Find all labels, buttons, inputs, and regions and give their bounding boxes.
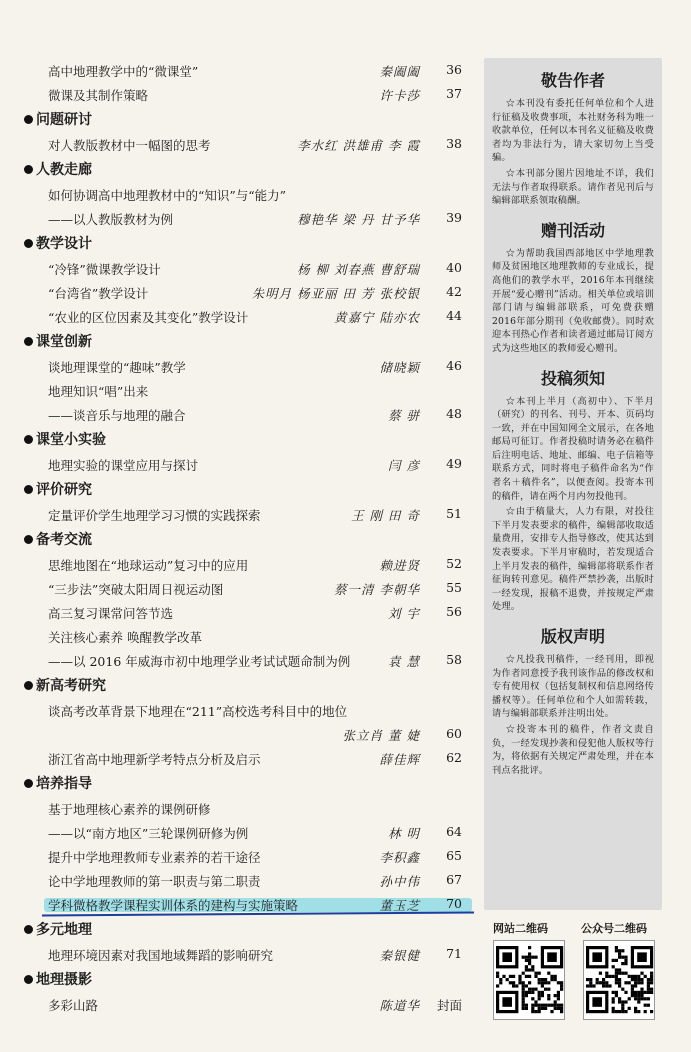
- toc-entry[interactable]: [22, 304, 462, 328]
- entry-authors: 秦银健: [379, 948, 420, 963]
- toc-entry[interactable]: [22, 820, 462, 844]
- website-qr-code[interactable]: [493, 940, 565, 1020]
- entry-title: 定量评价学生地理学习习惯的实践探索: [48, 508, 261, 523]
- toc-entry[interactable]: [22, 132, 462, 156]
- section-title: 多元地理: [36, 922, 92, 938]
- entry-authors: 闫 彦: [388, 458, 420, 473]
- entry-authors: 蔡 骈: [388, 408, 420, 423]
- toc-entry[interactable]: [22, 746, 462, 770]
- website-qr-label: 网站二维码: [493, 922, 548, 935]
- toc-entry[interactable]: [22, 452, 462, 476]
- entry-title: 关注核心素养 唤醒教学改革: [48, 630, 202, 645]
- entry-page-number: 51: [446, 506, 462, 521]
- toc-entry[interactable]: [22, 868, 462, 892]
- toc-entry[interactable]: [22, 844, 462, 868]
- entry-title: “台湾省”教学设计: [48, 286, 149, 301]
- entry-title: 地理知识“唱”出来: [48, 384, 149, 399]
- toc-section: [22, 478, 462, 502]
- toc-section: [22, 428, 462, 452]
- entry-authors: 蔡一清 李朝华: [334, 582, 420, 597]
- sidebar-heading: 投稿须知: [540, 368, 605, 388]
- toc-entry[interactable]: [22, 378, 462, 402]
- toc-entry[interactable]: [22, 722, 462, 746]
- sidebar-paragraph: ☆本刊部分图片因地址不详，我们无法与作者取得联系。请作者见刊后与编辑部联系领取稿酬。: [492, 167, 654, 207]
- bullet-icon: [24, 239, 33, 248]
- entry-title: 学科微格教学课程实训体系的建构与实施策略: [48, 898, 299, 913]
- entry-authors: 秦阖阖: [379, 64, 420, 79]
- toc-section: [22, 158, 462, 182]
- entry-title: 谈地理课堂的“趣味”教学: [48, 360, 186, 375]
- entry-page-number: 65: [446, 848, 462, 863]
- entry-page-number: 70: [446, 896, 462, 911]
- entry-title: “农业的区位因素及其变化”教学设计: [48, 310, 249, 325]
- toc-section: [22, 232, 462, 256]
- toc-entry[interactable]: [22, 552, 462, 576]
- toc-entry[interactable]: [22, 502, 462, 526]
- entry-page-number: 39: [446, 210, 462, 225]
- toc-entry[interactable]: [22, 82, 462, 106]
- entry-authors: 李水红 洪雄甫 李 霞: [297, 138, 420, 153]
- entry-page-number: 56: [446, 604, 462, 619]
- bullet-icon: [24, 337, 33, 346]
- wechat-qr-label: 公众号二维码: [581, 922, 647, 935]
- entry-page-number: 67: [446, 872, 462, 887]
- entry-authors: 孙中伟: [379, 874, 420, 889]
- toc-entry[interactable]: [22, 256, 462, 280]
- entry-page-number: 48: [446, 406, 462, 421]
- bullet-icon: [24, 975, 33, 984]
- section-title: 备考交流: [36, 532, 92, 548]
- qr-code-area: [487, 918, 665, 1030]
- toc-section: [22, 108, 462, 132]
- entry-title: 提升中学地理教师专业素养的若干途径: [48, 850, 261, 865]
- entry-authors: 赖进贤: [379, 558, 420, 573]
- toc-entry[interactable]: [22, 354, 462, 378]
- section-title: 课堂小实验: [36, 432, 106, 448]
- entry-page-number: 60: [446, 726, 462, 741]
- entry-title: 微课及其制作策略: [48, 88, 149, 103]
- entry-title: ——以人教版教材为例: [48, 212, 174, 227]
- bullet-icon: [24, 681, 33, 690]
- entry-title: 基于地理核心素养的课例研修: [48, 802, 211, 817]
- sidebar-notice-block: [484, 218, 662, 356]
- toc-section: [22, 674, 462, 698]
- toc-entry[interactable]: [22, 182, 462, 206]
- entry-title: 思维地图在“地球运动”复习中的应用: [48, 558, 249, 573]
- entry-page-number: 封面: [436, 998, 462, 1013]
- entry-page-number: 71: [446, 946, 462, 961]
- entry-page-number: 55: [446, 580, 462, 595]
- entry-page-number: 40: [446, 260, 462, 275]
- sidebar-paragraph: ☆本刊没有委托任何单位和个人进行征稿及收费事项，本社财务科为唯一收款单位，任何以本刊名义征稿及收费者均为非法行为，请大家切勿上当受骗。: [492, 98, 654, 164]
- toc-entry[interactable]: [22, 992, 462, 1016]
- bullet-icon: [24, 925, 33, 934]
- toc-entry[interactable]: [22, 206, 462, 230]
- section-title: 评价研究: [36, 482, 92, 498]
- sidebar-notice-block: [484, 624, 662, 777]
- entry-authors: 储晓颖: [379, 360, 420, 375]
- entry-authors: 许卡莎: [379, 88, 420, 103]
- entry-page-number: 52: [446, 556, 462, 571]
- sidebar-paragraph: ☆投寄本刊的稿件，作者文责自负，一经发现抄袭和侵犯他人版权等行为，将依据有关规定严肃处理，并在本刊点名批评。: [492, 723, 654, 776]
- toc-section: [22, 968, 462, 992]
- entry-page-number: 44: [446, 308, 462, 323]
- wechat-qr-code[interactable]: [583, 940, 655, 1020]
- entry-title: 多彩山路: [48, 998, 99, 1013]
- entry-authors: 薛佳辉: [379, 752, 420, 767]
- entry-page-number: 49: [446, 456, 462, 471]
- toc-entry[interactable]: [22, 402, 462, 426]
- entry-authors: 张立肖 董 婕: [342, 728, 420, 743]
- sidebar-paragraph: ☆为帮助我国西部地区中学地理教师及贫困地区地理教师的专业成长，提高他们的教学水平，2016年本刊继续开展“爱心赠刊”活动。相关单位或培训部门请与编辑部联系，可免费获赠2016年部分期刊（免收邮费）。同时欢迎本刊热心作者和读者通过邮局订阅方式为这些地区的教师爱心赠刊。: [492, 247, 654, 354]
- toc-list: [22, 58, 462, 1016]
- entry-page-number: 58: [446, 652, 462, 667]
- bullet-icon: [24, 535, 33, 544]
- bullet-icon: [24, 485, 33, 494]
- section-title: 新高考研究: [36, 678, 106, 694]
- toc-section: [22, 528, 462, 552]
- entry-page-number: 46: [446, 358, 462, 373]
- section-title: 教学设计: [36, 236, 92, 252]
- entry-authors: 李积鑫: [379, 850, 420, 865]
- entry-authors: 杨 柳 刘春燕 曹舒瑞: [297, 262, 420, 277]
- entry-page-number: 64: [446, 824, 462, 839]
- toc-entry[interactable]: [22, 942, 462, 966]
- sidebar-notice-block: [484, 366, 662, 615]
- entry-authors: 林 明: [388, 826, 420, 841]
- section-title: 人教走廊: [36, 162, 92, 178]
- entry-title: ——以“南方地区”三轮课例研修为例: [48, 826, 249, 841]
- notice-sidebar: [484, 58, 662, 910]
- entry-authors: 董玉芝: [379, 898, 420, 913]
- entry-title: 浙江省高中地理新学考特点分析及启示: [48, 752, 261, 767]
- entry-title: “冷锋”微课教学设计: [48, 262, 161, 277]
- section-title: 培养指导: [36, 776, 92, 792]
- entry-title: 谈高考改革背景下地理在“211”高校选考科目中的地位: [48, 704, 348, 719]
- entry-title: 高三复习课常问答节选: [48, 606, 174, 621]
- entry-title: 高中地理教学中的“微课堂”: [48, 64, 199, 79]
- sidebar-paragraph: ☆凡投我刊稿件，一经刊用，即视为作者同意授予我刊该作品的修改权和专有使用权（包括复制权和信息网络传播权等）。任何单位和个人如需转载，请与编辑部联系并注明出处。: [492, 654, 654, 720]
- toc-entry[interactable]: [22, 58, 462, 82]
- bullet-icon: [24, 779, 33, 788]
- bullet-icon: [24, 435, 33, 444]
- sidebar-heading: 赠刊活动: [540, 220, 605, 240]
- toc-section: [22, 772, 462, 796]
- entry-title: ——谈音乐与地理的融合: [48, 408, 186, 423]
- entry-title: ——以 2016 年威海市初中地理学业考试试题命制为例: [48, 654, 351, 669]
- entry-title: 如何协调高中地理教材中的“知识”与“能力”: [48, 188, 287, 203]
- section-title: 问题研讨: [36, 112, 92, 128]
- toc-entry[interactable]: [22, 624, 462, 648]
- toc-entry[interactable]: [22, 796, 462, 820]
- sidebar-paragraph: ☆本刊上半月（高初中）、下半月（研究）的刊名、刊号、开本、页码均一致，并在中国知网全文展示，在各地邮局可征订。作者投稿时请务必在稿件后注明电话、地址、邮编、电子信箱等联系方式，同时将电子稿件命名为“作者名＋稿件名”，以便查阅。投寄本刊的稿件，请在两个月内勿投他刊。: [492, 395, 654, 502]
- sidebar-heading: 敬告作者: [540, 71, 605, 90]
- entry-title: 对人教版教材中一幅图的思考: [48, 138, 211, 153]
- entry-title: 地理实验的课堂应用与探讨: [48, 458, 199, 473]
- entry-authors: 陈道华: [379, 998, 420, 1013]
- section-title: 课堂创新: [36, 334, 92, 350]
- bullet-icon: [24, 115, 33, 124]
- toc-entry[interactable]: [22, 600, 462, 624]
- toc-entry[interactable]: [22, 648, 462, 672]
- entry-authors: 朱明月 杨亚丽 田 芳 张校银: [251, 286, 420, 301]
- entry-page-number: 36: [446, 62, 462, 77]
- entry-authors: 王 刚 田 奇: [351, 508, 420, 523]
- entry-title: “三步法”突破太阳周日视运动图: [48, 582, 224, 597]
- sidebar-heading: 版权声明: [540, 627, 605, 646]
- bullet-icon: [24, 165, 33, 174]
- entry-title: 地理环境因素对我国地域舞蹈的影响研究: [48, 948, 274, 963]
- toc-entry[interactable]: [22, 892, 462, 916]
- entry-authors: 袁 慧: [388, 654, 420, 669]
- toc-entry[interactable]: [22, 576, 462, 600]
- entry-authors: 穆艳华 梁 丹 甘予华: [297, 212, 420, 227]
- toc-section: [22, 330, 462, 354]
- entry-title: 论中学地理教师的第一职责与第二职责: [48, 874, 261, 889]
- entry-page-number: 38: [446, 136, 462, 151]
- sidebar-paragraph: ☆由于稿量大，人力有限，对投往下半月发表要求的稿件，编辑部收取适量费用，安排专人指导修改，使其达到发表要求。下半月审稿时，若发现适合上半月发表的稿件，编辑部将联系作者征询转刊意见。稿件严禁抄袭，出版时一经发现，报稿不退费，并按规定严肃处理。: [492, 506, 654, 613]
- entry-page-number: 62: [446, 750, 462, 765]
- entry-page-number: 37: [446, 86, 462, 101]
- toc-section: [22, 918, 462, 942]
- entry-authors: 黄嘉宁 陆亦农: [334, 310, 420, 325]
- toc-entry[interactable]: [22, 698, 462, 722]
- entry-page-number: 42: [446, 284, 462, 299]
- section-title: 地理摄影: [36, 972, 92, 988]
- sidebar-notice-block: [484, 68, 662, 208]
- entry-authors: 刘 宇: [388, 606, 420, 621]
- toc-entry[interactable]: [22, 280, 462, 304]
